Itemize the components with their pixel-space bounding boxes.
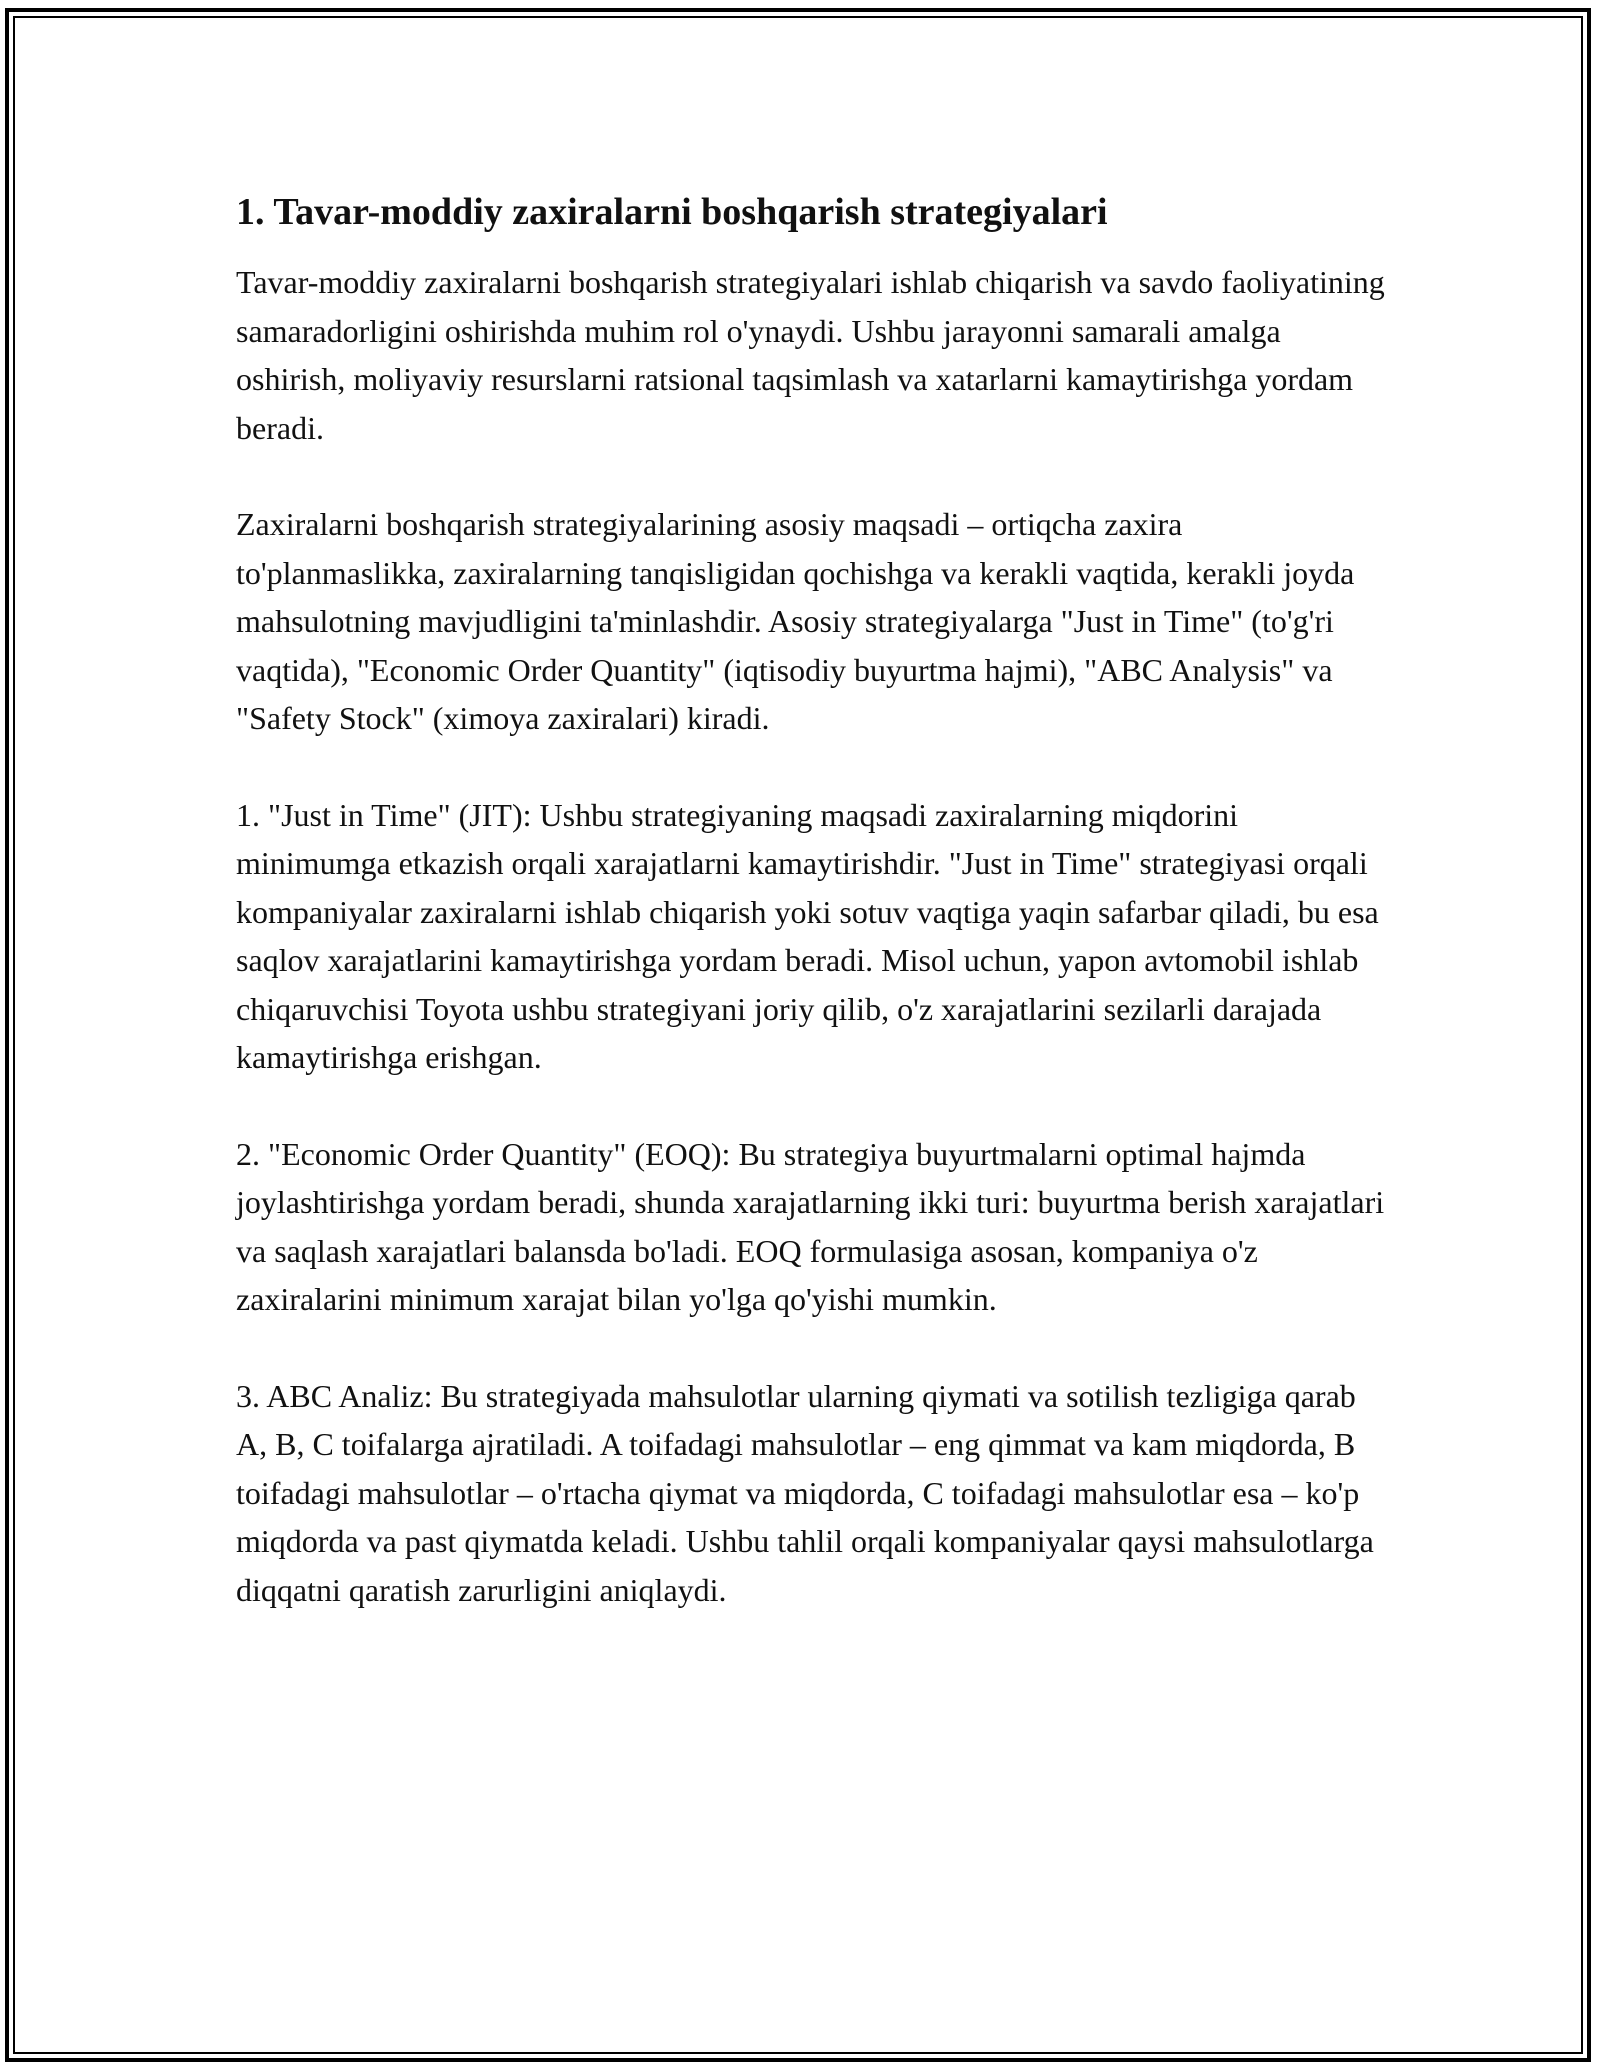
paragraph-abc: 3. ABC Analiz: Bu strategiyada mahsulotlar ularning qiymati va sotilish tezligiga qarab A, B, C toifalarga ajratiladi. A toifadagi mahsulotlar – eng qimmat va kam miqdorda, B toifadagi mahsulotlar – o'rtacha qiymat va miqdorda, C toifadagi mahsulotlar esa – ko'p miqdorda va past qiymatda keladi. Ushbu tahlil orqali kompaniyalar qaysi mahsulotlarga diqqatni qaratish zarurligini aniqlaydi. bbox=[236, 1377, 1374, 1608]
paragraph-jit: 1. "Just in Time" (JIT): Ushbu strategiyaning maqsadi zaxiralarning miqdorini minimumga etkazish orqali xarajatlarni kamaytirishdir. "Just in Time" strategiyasi orqali kompaniyalar zaxiralarni ishlab chiqarish yoki sotuv vaqtiga yaqin safarbar qiladi, bu esa saqlov xarajatlarini kamaytirishga yordam beradi. Misol uchun, yapon avtomobil ishlab chiqaruvchisi Toyota ushbu strategiyani joriy qilib, o'z xarajatlarini sezilarli darajada kamaytirishga erishgan. bbox=[236, 796, 1379, 1075]
paragraph-intro: Tavar-moddiy zaxiralarni boshqarish strategiyalari ishlab chiqarish va savdo faoliyatining samaradorligini oshirishda muhim rol o'ynaydi. Ushbu jarayonni samarali amalga oshirish, moliyaviy resurslarni ratsional taqsimlash va xatarlarni kamaytirishga yordam beradi. bbox=[236, 264, 1385, 446]
document-body bbox=[236, 186, 1386, 1662]
paragraph-eoq: 2. "Economic Order Quantity" (EOQ): Bu strategiya buyurtmalarni optimal hajmda joylashtirishga yordam beradi, shunda xarajatlarning ikki turi: buyurtma berish xarajatlari va saqlash xarajatlari balansda bo'ladi. EOQ formulasiga asosan, kompaniya o'z zaxiralarini minimum xarajat bilan yo'lga qo'yishi mumkin. bbox=[236, 1135, 1385, 1317]
section-heading: 1. Tavar-moddiy zaxiralarni boshqarish strategiyalari bbox=[236, 191, 1108, 233]
paragraph-main-goal: Zaxiralarni boshqarish strategiyalarining asosiy maqsadi – ortiqcha zaxira to'planmaslikka, zaxiralarning tanqisligidan qochishga va kerakli vaqtida, kerakli joyda mahsulotning mavjudligini ta'minlashdir. Asosiy strategiyalarga "Just in Time" (to'g'ri vaqtida), "Economic Order Quantity" (iqtisodiy buyurtma hajmi), "ABC Analysis" va "Safety Stock" (ximoya zaxiralari) kiradi. bbox=[236, 506, 1355, 736]
